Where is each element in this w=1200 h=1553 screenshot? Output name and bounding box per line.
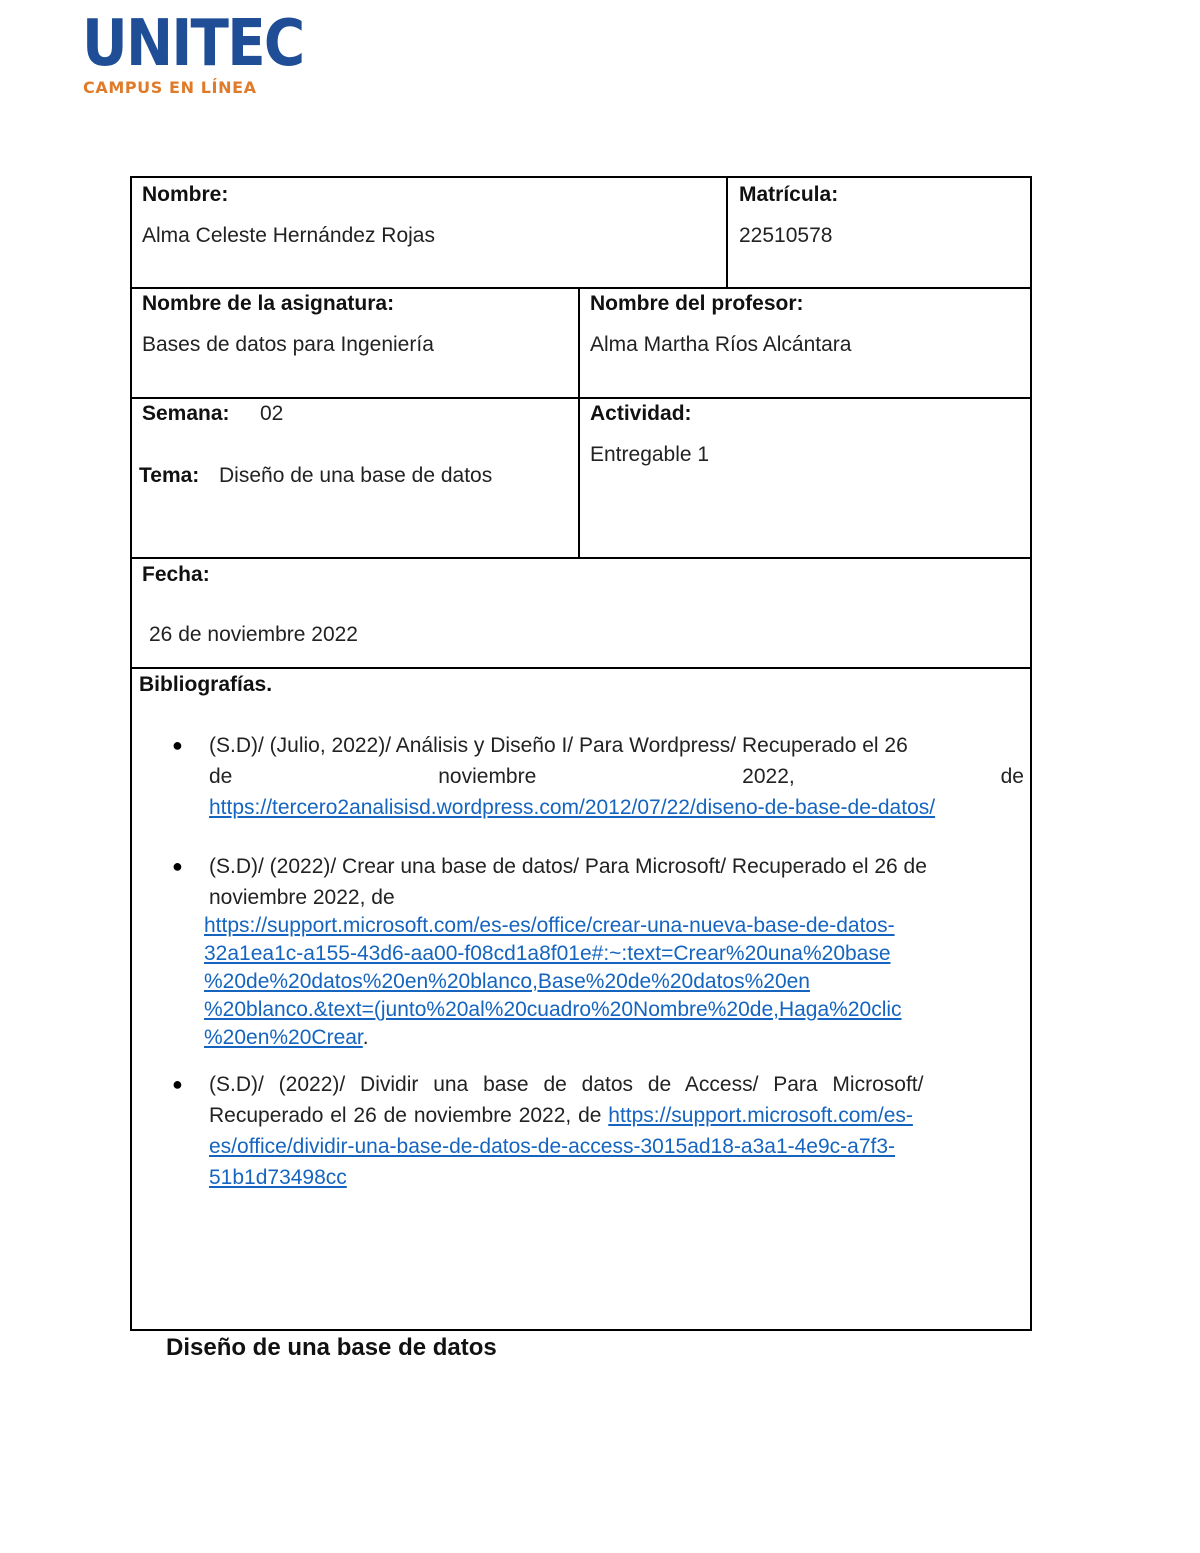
bib-item-3-link[interactable]: https://support.microsoft.com/es- xyxy=(608,1104,913,1127)
bib-word: 2022, xyxy=(742,765,795,788)
profesor-label: Nombre del profesor: xyxy=(590,292,804,315)
bullet-icon: ● xyxy=(172,735,183,755)
actividad-label: Actividad: xyxy=(590,402,692,425)
nombre-label: Nombre: xyxy=(142,183,229,206)
bullet-icon: ● xyxy=(172,856,183,876)
nombre-value: Alma Celeste Hernández Rojas xyxy=(142,224,435,247)
asignatura-label: Nombre de la asignatura: xyxy=(142,292,395,315)
bibliografia-heading: Bibliografías. xyxy=(139,673,273,696)
bullet-icon: ● xyxy=(172,1074,183,1094)
bib-item-3-link[interactable]: 51b1d73498cc xyxy=(209,1166,347,1189)
actividad-cell xyxy=(580,399,1030,557)
bib-item-1-link[interactable]: https://tercero2analisisd.wordpress.com/2012/07/22/diseno-de-base-de-datos/ xyxy=(209,796,936,819)
bib-item-2-line2: noviembre 2022, de xyxy=(209,886,395,909)
unitec-logo xyxy=(82,7,304,97)
nombre-cell xyxy=(132,178,728,288)
bib-item-1 xyxy=(209,730,1024,823)
fecha-value: 26 de noviembre 2022 xyxy=(149,623,358,646)
bib-word: de xyxy=(1000,765,1024,788)
bib-item-3 xyxy=(209,1069,1024,1193)
matricula-value: 22510578 xyxy=(739,224,833,247)
actividad-value: Entregable 1 xyxy=(590,443,710,466)
fecha-label: Fecha: xyxy=(142,563,210,586)
matricula-label: Matrícula: xyxy=(739,183,839,206)
fecha-cell xyxy=(132,559,1030,667)
tema-label: Tema: xyxy=(139,464,200,487)
bib-item-2-link[interactable]: %20de%20datos%20en%20blanco,Base%20de%20datos%20en xyxy=(204,970,810,993)
bib-item-2-link[interactable]: %20en%20Crear xyxy=(204,1026,363,1049)
asignatura-value: Bases de datos para Ingeniería xyxy=(142,333,434,356)
bibliografia-cell xyxy=(132,669,1030,1329)
cover-info-table xyxy=(130,176,1032,1331)
profesor-cell xyxy=(580,289,1030,397)
bib-item-2-link-block xyxy=(204,912,1024,1052)
bib-item-2-link[interactable]: https://support.microsoft.com/es-es/office/crear-una-nueva-base-de-datos- xyxy=(204,914,895,937)
matricula-cell xyxy=(728,178,1030,288)
bib-item-1-line: (S.D)/ (Julio, 2022)/ Análisis y Diseño I/ Para Wordpress/ Recuperado el 26 xyxy=(209,734,908,757)
semana-label: Semana: xyxy=(142,402,230,425)
bib-item-3-line2 xyxy=(209,1100,1024,1131)
bib-item-2 xyxy=(209,851,1024,913)
bib-item-2-link[interactable]: 32a1ea1c-a155-43d6-aa00-f08cd1a8f01e#:~:text=Crear%20una%20base xyxy=(204,942,891,965)
bib-item-3-line: (S.D)/ (2022)/ Dividir una base de datos de Access/ Para Microsoft/ xyxy=(209,1073,924,1096)
bib-item-2-trailing: . xyxy=(362,1026,369,1049)
semana-value: 02 xyxy=(260,402,284,425)
bib-item-3-text: Recuperado el 26 de noviembre 2022, de xyxy=(209,1104,609,1127)
bib-item-1-line2 xyxy=(209,761,1024,792)
bib-item-2-link[interactable]: %20blanco.&text=(junto%20al%20cuadro%20Nombre%20de,Haga%20clic xyxy=(204,998,902,1021)
logo-wordmark: UNITEC xyxy=(82,7,304,81)
semana-tema-cell xyxy=(132,399,578,557)
tema-value: Diseño de una base de datos xyxy=(219,464,493,487)
asignatura-cell xyxy=(132,289,578,397)
bib-word: noviembre xyxy=(438,765,537,788)
bib-item-3-link[interactable]: es/office/dividir-una-base-de-datos-de-access-3015ad18-a3a1-4e9c-a7f3- xyxy=(209,1135,896,1158)
profesor-value: Alma Martha Ríos Alcántara xyxy=(590,333,852,356)
logo-tagline: CAMPUS EN LÍNEA xyxy=(83,78,257,97)
bib-item-2-line: (S.D)/ (2022)/ Crear una base de datos/ Para Microsoft/ Recuperado el 26 de xyxy=(209,855,927,878)
bib-word: de xyxy=(209,765,233,788)
section-title: Diseño de una base de datos xyxy=(166,1334,497,1361)
